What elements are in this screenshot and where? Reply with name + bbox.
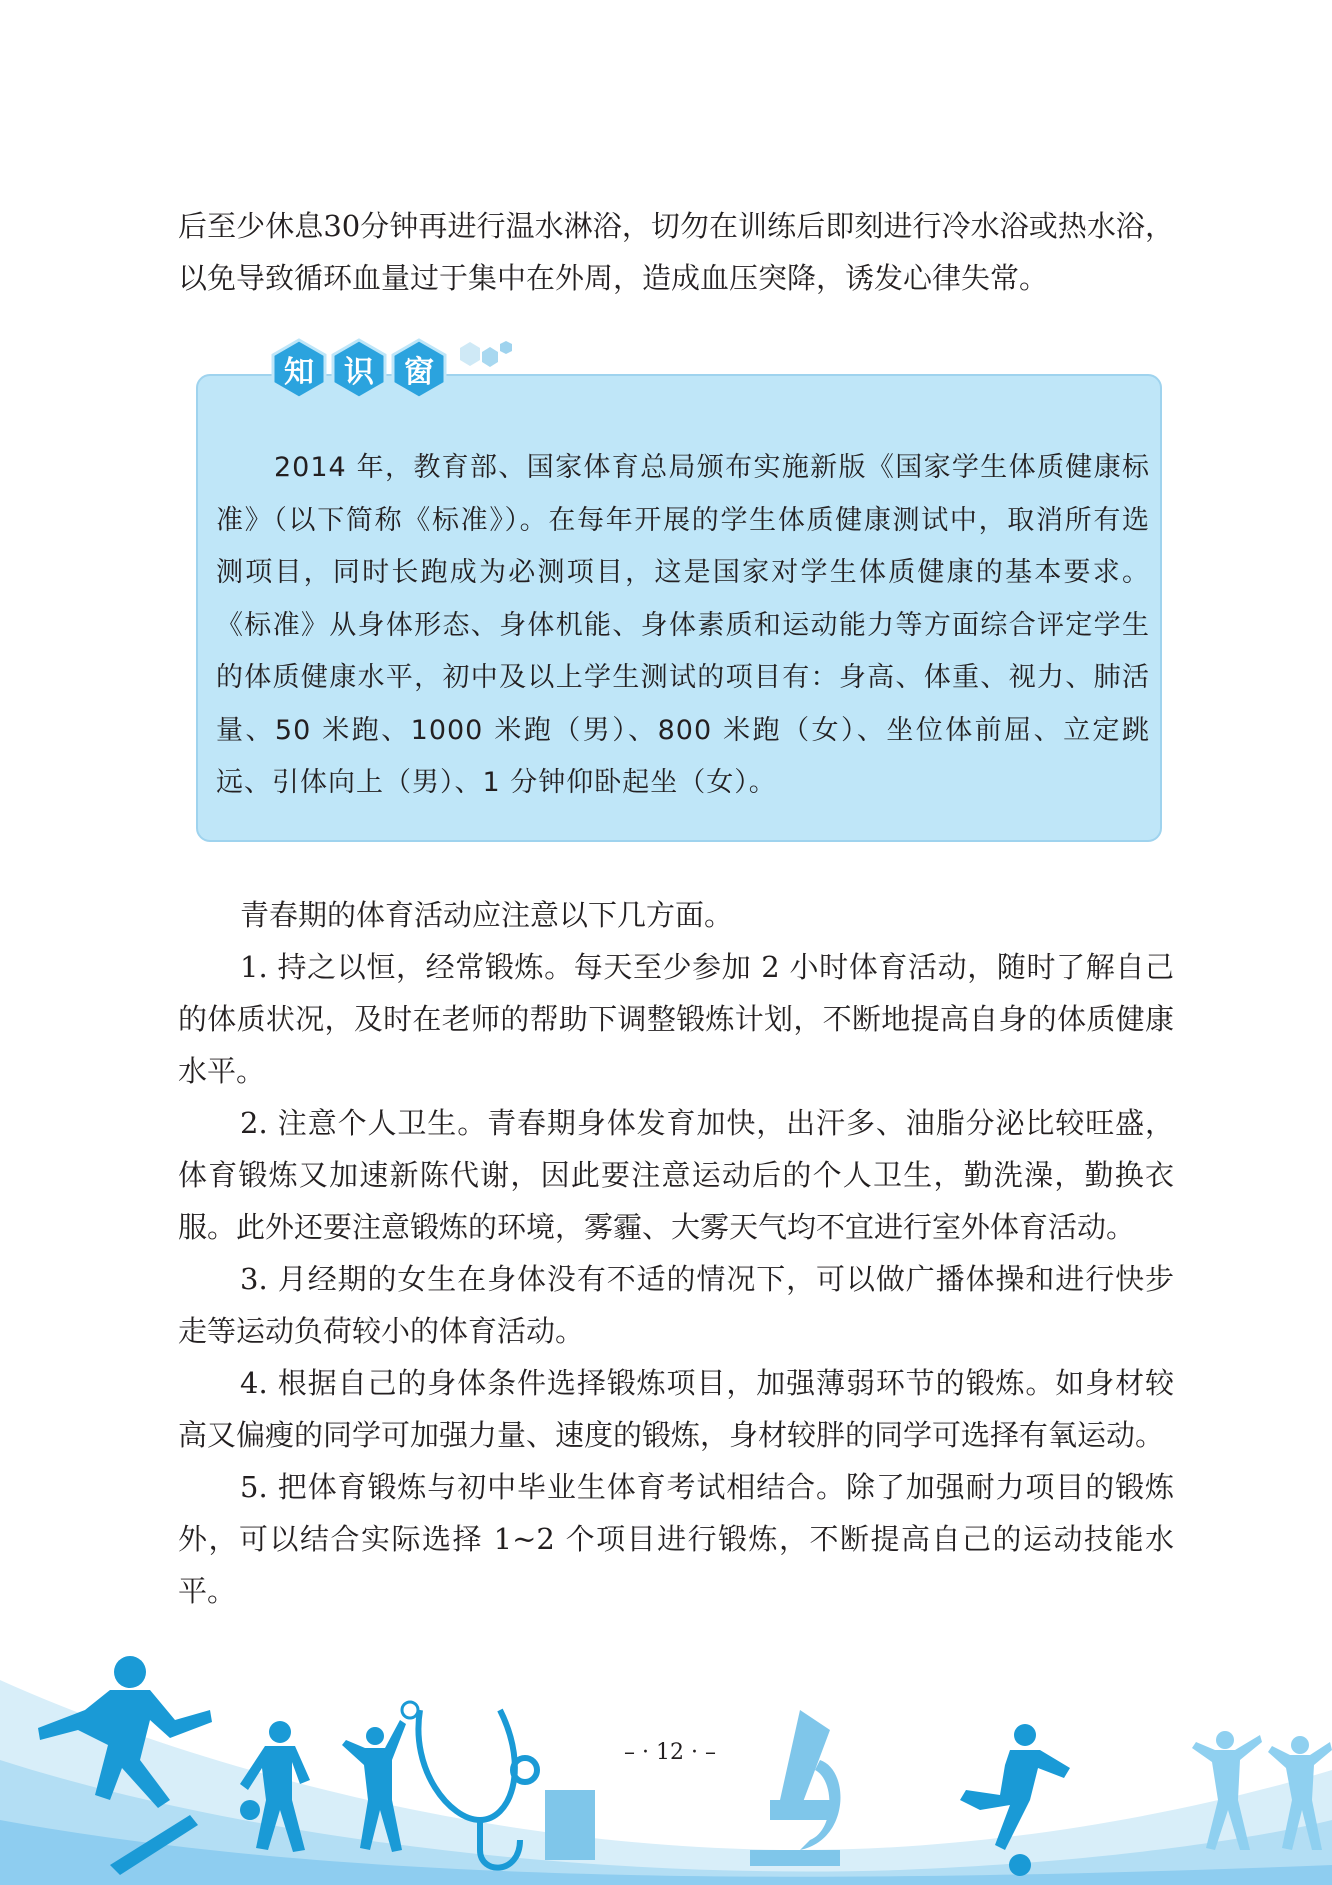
beaker-icon bbox=[545, 1790, 595, 1860]
knowledge-window-header bbox=[270, 338, 530, 408]
footer-sports-decoration bbox=[0, 1650, 1332, 1885]
intro-paragraph: 后至少休息30分钟再进行温水淋浴，切勿在训练后即刻进行冷水浴或热水浴，以免导致循环血量过于集中在外周，造成血压突降，诱发心律失常。 bbox=[178, 209, 1174, 295]
title-badge-1 bbox=[270, 338, 328, 400]
title-char-1: 知 bbox=[284, 355, 314, 390]
knowledge-window-text: 2014 年，教育部、国家体育总局颁布实施新版《国家学生体质健康标准》（以下简称《标准》）。在每年开展的学生体质健康测试中，取消所有选测项目，同时长跑成为必测项目，这是国家对学生体质健康的基本要求。《标准》从身体形态、身体机能、身体素质和运动能力等方面综合评定学生的体质健康水平，初中及以上学生测试的项目有：身高、体重、视力、肺活量、50 米跑、1000 米跑（男）、800 米跑（女）、坐位体前屈、立定跳远、引体向上（男）、1 分钟仰卧起坐（女）。 bbox=[216, 452, 1150, 798]
title-badge-3 bbox=[390, 338, 448, 400]
list-item-2: 2. 注意个人卫生。青春期身体发育加快，出汗多、油脂分泌比较旺盛，体育锻炼又加速新陈代谢，因此要注意运动后的个人卫生，勤洗澡，勤换衣服。此外还要注意锻炼的环境，雾霾、大雾天气均不宜进行室外体育活动。 bbox=[178, 1106, 1174, 1244]
list-item-1: 1. 持之以恒，经常锻炼。每天至少参加 2 小时体育活动，随时了解自己的体质状况，及时在老师的帮助下调整锻炼计划，不断地提高自身的体质健康水平。 bbox=[178, 950, 1174, 1088]
microscope-icon bbox=[750, 1710, 840, 1866]
decorative-cubes-icon bbox=[450, 338, 530, 378]
title-badge-2 bbox=[330, 338, 388, 400]
title-char-3: 窗 bbox=[404, 355, 434, 390]
list-item-4: 4. 根据自己的身体条件选择锻炼项目，加强薄弱环节的锻炼。如身材较高又偏瘦的同学可加强力量、速度的锻炼，身材较胖的同学可选择有氧运动。 bbox=[178, 1366, 1174, 1452]
section-intro: 青春期的体育活动应注意以下几方面。 bbox=[240, 898, 734, 932]
list-item-5: 5. 把体育锻炼与初中毕业生体育考试相结合。除了加强耐力项目的锻炼外，可以结合实际选择 1~2 个项目进行锻炼，不断提高自己的运动技能水平。 bbox=[178, 1470, 1174, 1608]
page-number: – · 12 · – bbox=[624, 1740, 716, 1765]
list-item-3: 3. 月经期的女生在身体没有不适的情况下，可以做广播体操和进行快步走等运动负荷较小的体育活动。 bbox=[178, 1262, 1174, 1348]
title-char-2: 识 bbox=[344, 355, 374, 390]
